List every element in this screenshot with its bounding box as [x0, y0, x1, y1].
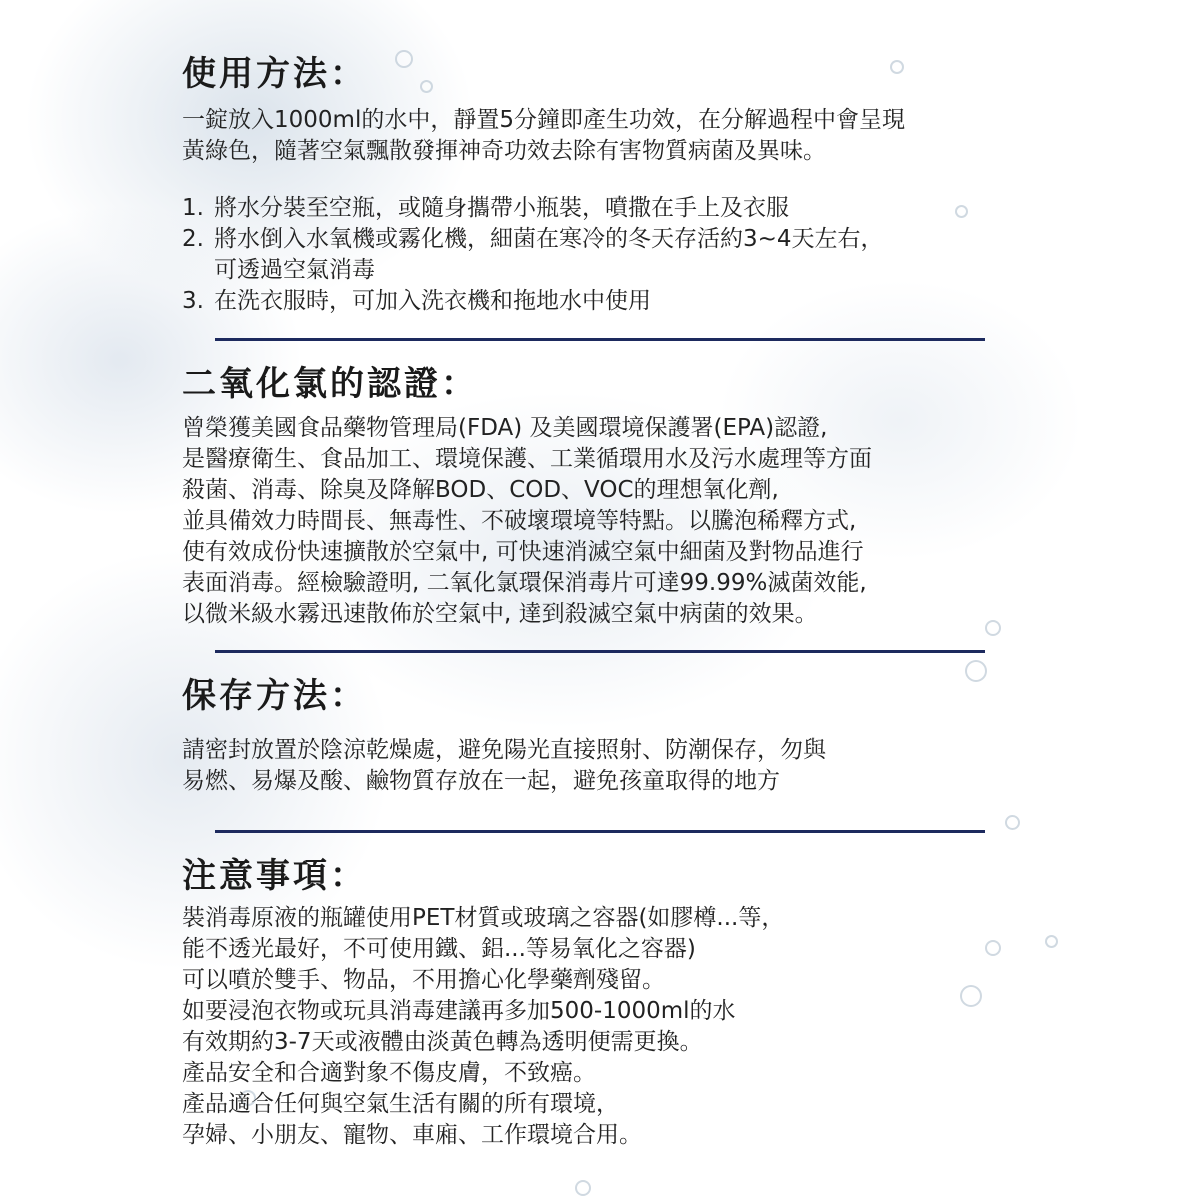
- certification-line: 使有效成份快速擴散於空氣中, 可快速消滅空氣中細菌及對物品進行: [182, 539, 864, 565]
- section-divider: [215, 650, 985, 653]
- certification-body: [182, 413, 872, 630]
- usage-title: 使用方法：: [182, 54, 367, 94]
- certification-line: 殺菌、消毒、除臭及降解BOD、COD、VOC的理想氧化劑,: [182, 477, 779, 503]
- notes-title: 注意事項：: [182, 856, 367, 896]
- certification-line: 表面消毒。經檢驗證明, 二氧化氯環保消毒片可達99.99%滅菌效能,: [182, 570, 867, 596]
- certification-line: 以微米級水霧迅速散佈於空氣中, 達到殺滅空氣中病菌的效果。: [182, 601, 818, 627]
- notes-line: 產品適合任何與空氣生活有關的所有環境，: [182, 1091, 619, 1117]
- notes-line: 可以噴於雙手、物品，不用擔心化學藥劑殘留。: [182, 967, 665, 993]
- storage-title: 保存方法：: [182, 676, 367, 716]
- notes-line: 產品安全和合適對象不傷皮膚，不致癌。: [182, 1060, 596, 1086]
- notes-line: 有效期約3-7天或液體由淡黃色轉為透明便需更換。: [182, 1029, 703, 1055]
- storage-line: 易燃、易爆及酸、鹼物質存放在一起，避免孩童取得的地方: [182, 768, 780, 794]
- certification-line: 是醫療衛生、食品加工、環境保護、工業循環用水及污水處理等方面: [182, 446, 872, 472]
- step-number: 3.: [182, 288, 204, 314]
- section-divider: [215, 338, 985, 341]
- notes-line: 孕婦、小朋友、寵物、車廂、工作環境合用。: [182, 1122, 642, 1148]
- notes-body: [182, 903, 784, 1151]
- usage-step-2: [182, 224, 884, 286]
- step-number: 2.: [182, 226, 204, 252]
- notes-line: 裝消毒原液的瓶罐使用PET材質或玻璃之容器(如膠樽...等，: [182, 905, 785, 931]
- step-text-continued: 可透過空氣消毒: [214, 257, 375, 283]
- usage-steps-list: [182, 193, 884, 317]
- usage-step-3: [182, 286, 884, 317]
- certification-line: 並具備效力時間長、無毒性、不破壞環境等特點。以騰泡稀釋方式,: [182, 508, 857, 534]
- notes-line: 能不透光最好，不可使用鐵、鋁...等易氧化之容器): [182, 936, 696, 962]
- usage-step-1: [182, 193, 884, 224]
- usage-intro-line: 一錠放入1000ml的水中，靜置5分鐘即產生功效，在分解過程中會呈現: [182, 107, 905, 133]
- storage-line: 請密封放置於陰涼乾燥處，避免陽光直接照射、防潮保存，勿與: [182, 737, 826, 763]
- certification-title: 二氧化氯的認證：: [182, 364, 478, 404]
- section-divider: [215, 830, 985, 833]
- step-text: 將水倒入水氧機或霧化機，細菌在寒冷的冬天存活約3~4天左右，: [214, 226, 884, 252]
- usage-intro-line: 黃綠色，隨著空氣飄散發揮神奇功效去除有害物質病菌及異味。: [182, 138, 826, 164]
- notes-line: 如要浸泡衣物或玩具消毒建議再多加500-1000ml的水: [182, 998, 736, 1024]
- certification-line: 曾榮獲美國食品藥物管理局(FDA) 及美國環境保護署(EPA)認證,: [182, 415, 828, 441]
- usage-intro: [182, 105, 905, 167]
- step-number: 1.: [182, 195, 204, 221]
- storage-body: [182, 735, 826, 797]
- step-text: 將水分裝至空瓶，或隨身攜帶小瓶裝，噴撒在手上及衣服: [214, 195, 789, 221]
- step-text: 在洗衣服時，可加入洗衣機和拖地水中使用: [214, 288, 651, 314]
